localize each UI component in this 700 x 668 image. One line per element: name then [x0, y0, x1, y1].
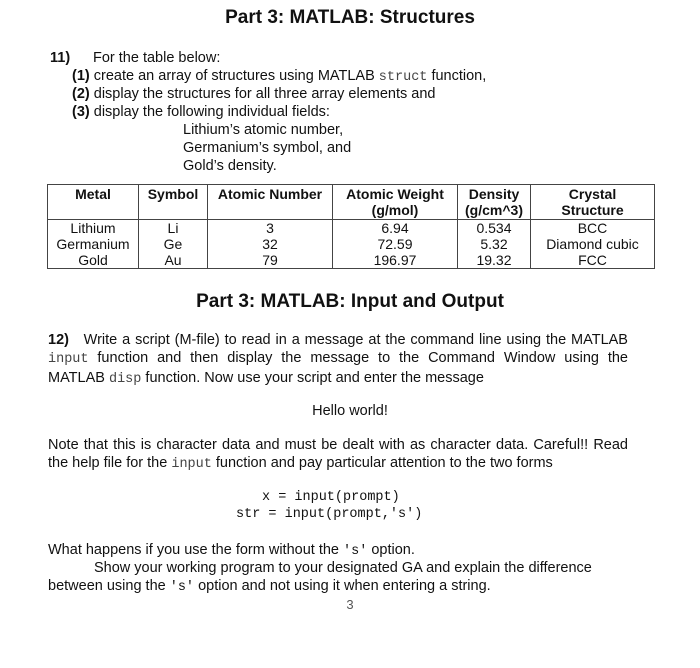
- question-text: What happens if you use the form without the 's' option.: [48, 542, 415, 559]
- table-cell: BCC: [531, 220, 655, 237]
- inline-code: input: [171, 457, 212, 472]
- table-row: [48, 236, 655, 252]
- code-line: str = input(prompt,'s'): [236, 507, 423, 522]
- column-header: Atomic Weight (g/mol): [333, 185, 458, 220]
- field-item: Gold’s density.: [183, 158, 277, 174]
- inline-code: 's': [343, 544, 368, 559]
- table-cell: Gold: [48, 252, 139, 269]
- table-cell: FCC: [531, 252, 655, 269]
- field-item: Germanium’s symbol, and: [183, 140, 352, 156]
- table-cell: Ge: [139, 236, 208, 252]
- table-cell: 3: [208, 220, 333, 237]
- inline-code: 's': [169, 580, 195, 595]
- table-cell: 5.32: [458, 236, 531, 252]
- item-number: (1): [72, 68, 90, 84]
- question-number: 11): [50, 50, 71, 66]
- table-cell: Au: [139, 252, 208, 269]
- paragraph: 12) Write a script (M-file) to read in a message at the command line using the MATLAB input function and then display the message to the Command Window using the MATLAB disp function. Now use your script and enter the message: [48, 332, 628, 387]
- table-cell: 72.59: [333, 236, 458, 252]
- table-cell: 32: [208, 236, 333, 252]
- field-item: Lithium’s atomic number,: [183, 122, 344, 138]
- list-item: [72, 103, 330, 121]
- table-cell: 79: [208, 252, 333, 269]
- list-item: [72, 67, 486, 87]
- column-header: Symbol: [139, 185, 208, 220]
- question-number: 12): [48, 332, 69, 348]
- paragraph: Note that this is character data and must be dealt with as character data. Careful!! Read the help file for the input function and pay particular attention to the two forms: [48, 437, 628, 472]
- page-title: Part 3: MATLAB: Structures: [225, 7, 475, 28]
- column-header: Atomic Number: [208, 185, 333, 220]
- table-cell: 19.32: [458, 252, 531, 269]
- question-intro: For the table below:: [93, 50, 221, 66]
- item-number: (2): [72, 86, 90, 102]
- table-cell: Li: [139, 220, 208, 237]
- section-title: Part 3: MATLAB: Input and Output: [196, 291, 504, 312]
- item-text: display the following individual fields:: [93, 104, 330, 120]
- instruction-line: Show your working program to your designated GA and explain the difference: [94, 560, 592, 576]
- inline-code: disp: [108, 372, 142, 387]
- column-header: Metal: [48, 185, 139, 220]
- page-number: 3: [346, 597, 354, 612]
- column-header: Crystal Structure: [531, 185, 655, 220]
- table-cell: Lithium: [48, 220, 139, 237]
- table-cell: Germanium: [48, 236, 139, 252]
- list-item: [72, 85, 436, 103]
- table-cell: 196.97: [333, 252, 458, 269]
- item-text: function,: [431, 68, 487, 84]
- table-row: [48, 252, 655, 269]
- item-text: create an array of structures using MATLAB: [93, 68, 375, 84]
- instruction-line: between using the 's' option and not using it when entering a string.: [48, 578, 491, 595]
- table-header-row: [48, 185, 655, 220]
- table-cell: Diamond cubic: [531, 236, 655, 252]
- table-cell: 0.534: [458, 220, 531, 237]
- elements-table: [47, 184, 655, 269]
- table-cell: 6.94: [333, 220, 458, 237]
- item-text: display the structures for all three array elements and: [93, 86, 436, 102]
- message-text: Hello world!: [312, 403, 388, 419]
- inline-code: input: [48, 352, 89, 367]
- column-header: Density (g/cm^3): [458, 185, 531, 220]
- code-line: x = input(prompt): [262, 490, 400, 505]
- table-row: [48, 220, 655, 237]
- inline-code: struct: [378, 70, 428, 85]
- item-number: (3): [72, 104, 90, 120]
